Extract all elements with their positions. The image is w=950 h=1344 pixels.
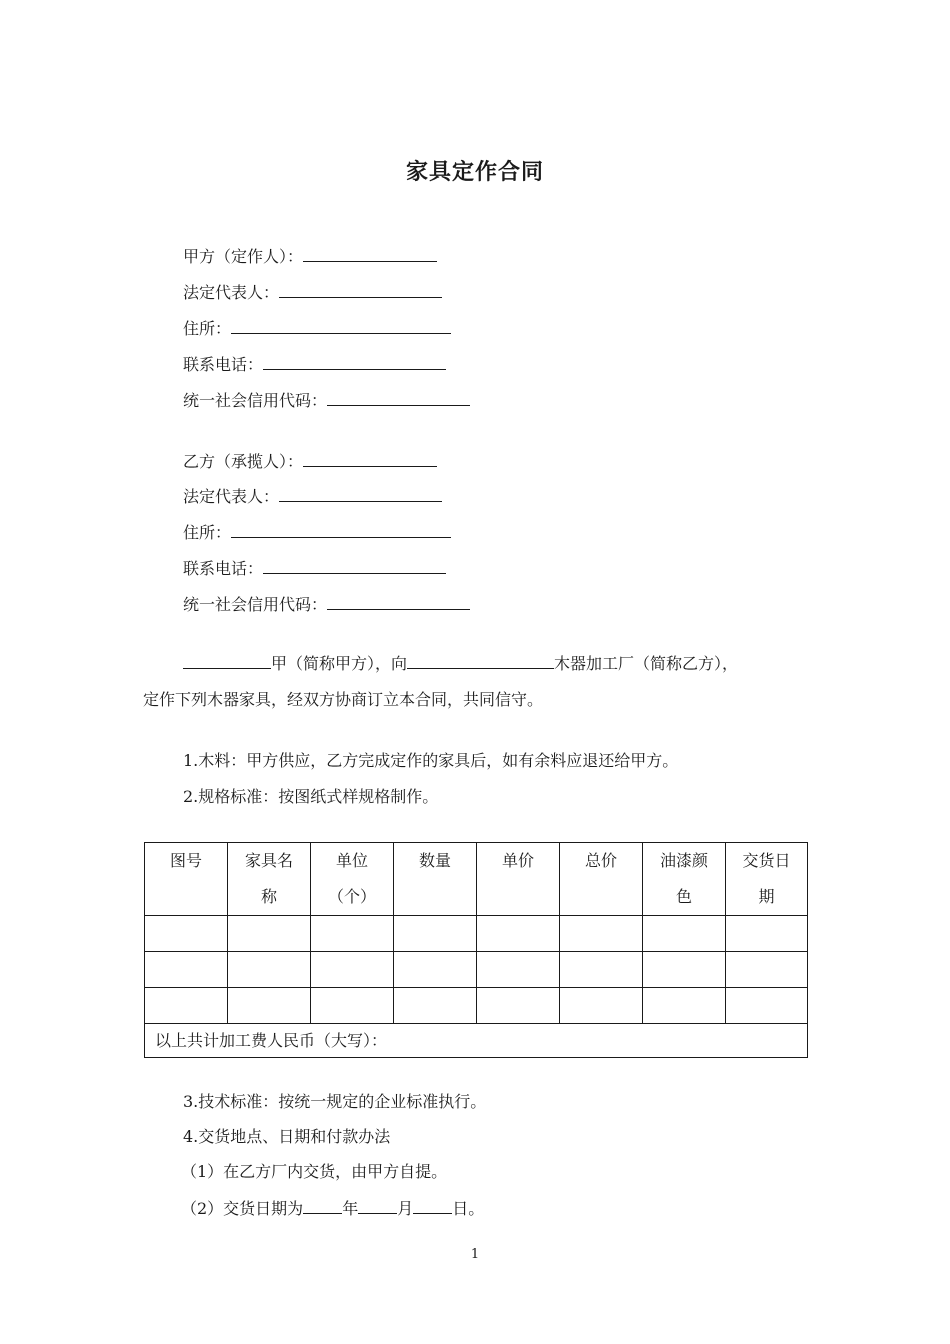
party-b-name-line bbox=[183, 448, 437, 472]
table-row bbox=[145, 988, 808, 1024]
delivery-date-prefix: （2）交货日期为 bbox=[181, 1199, 304, 1218]
table-cell[interactable] bbox=[145, 952, 228, 988]
header-cell-quantity: 数量 bbox=[394, 843, 477, 916]
party-a-credit-line bbox=[183, 387, 470, 411]
table-cell[interactable] bbox=[560, 952, 643, 988]
table-row bbox=[145, 952, 808, 988]
header-cell-delivery-date: 交货日 期 bbox=[726, 843, 808, 916]
party-b-name-label: 乙方（承揽人）： bbox=[183, 452, 304, 471]
clause-4-sub-1: （1）在乙方厂内交货，由甲方自提。 bbox=[181, 1162, 448, 1181]
table-row bbox=[145, 916, 808, 952]
party-b-rep-line bbox=[183, 483, 442, 507]
party-a-name-line bbox=[183, 243, 437, 267]
table-cell[interactable] bbox=[228, 988, 311, 1024]
party-b-rep-label: 法定代表人： bbox=[183, 487, 280, 506]
intro-part-2: 木器加工厂（简称乙方）， bbox=[554, 654, 739, 673]
header-cell-furniture-name: 家具名 称 bbox=[228, 843, 311, 916]
header-cell-drawing-no: 图号 bbox=[145, 843, 228, 916]
party-a-phone-blank[interactable] bbox=[263, 351, 446, 370]
party-a-credit-blank[interactable] bbox=[327, 387, 470, 406]
total-fee-label: 以上共计加工费人民币（大写）： bbox=[155, 1030, 388, 1050]
party-a-address-blank[interactable] bbox=[231, 315, 451, 334]
table-cell[interactable] bbox=[726, 988, 808, 1024]
clause-3: 3.技术标准：按统一规定的企业标准执行。 bbox=[183, 1092, 487, 1111]
party-b-phone-blank[interactable] bbox=[263, 555, 446, 574]
table-cell[interactable] bbox=[477, 916, 560, 952]
table-header-row bbox=[145, 843, 808, 916]
party-b-phone-label: 联系电话： bbox=[183, 559, 264, 578]
party-a-rep-line bbox=[183, 279, 442, 303]
delivery-month-blank[interactable] bbox=[358, 1195, 397, 1214]
table-cell[interactable] bbox=[643, 952, 726, 988]
header-cell-unit: 单位 （个） bbox=[311, 843, 394, 916]
delivery-year-blank[interactable] bbox=[303, 1195, 342, 1214]
party-a-rep-label: 法定代表人： bbox=[183, 283, 280, 302]
table-cell[interactable] bbox=[643, 916, 726, 952]
delivery-month-label: 月 bbox=[397, 1199, 414, 1218]
intro-factory-blank[interactable] bbox=[407, 650, 554, 669]
total-fee-cell[interactable] bbox=[145, 1024, 808, 1058]
party-a-name-blank[interactable] bbox=[303, 243, 437, 262]
party-b-rep-blank[interactable] bbox=[279, 483, 442, 502]
party-a-name-label: 甲方（定作人）： bbox=[183, 247, 304, 266]
clause-4-sub-2 bbox=[181, 1195, 484, 1222]
party-a-credit-label: 统一社会信用代码： bbox=[183, 391, 328, 410]
intro-part-1: 甲（简称甲方），向 bbox=[271, 654, 408, 673]
order-table bbox=[144, 842, 808, 1058]
clause-1: 1.木料：甲方供应，乙方完成定作的家具后，如有余料应退还给甲方。 bbox=[183, 751, 679, 770]
table-cell[interactable] bbox=[560, 916, 643, 952]
party-b-credit-label: 统一社会信用代码： bbox=[183, 595, 328, 614]
party-b-credit-blank[interactable] bbox=[327, 591, 470, 610]
delivery-year-label: 年 bbox=[342, 1199, 359, 1218]
intro-party-a-blank[interactable] bbox=[183, 650, 271, 669]
party-b-phone-line bbox=[183, 555, 446, 579]
party-a-address-line bbox=[183, 315, 451, 339]
table-cell[interactable] bbox=[726, 952, 808, 988]
table-cell[interactable] bbox=[477, 988, 560, 1024]
intro-line-2: 定作下列木器家具，经双方协商订立本合同，共同信守。 bbox=[143, 690, 544, 709]
party-a-rep-blank[interactable] bbox=[279, 279, 442, 298]
party-b-name-blank[interactable] bbox=[303, 448, 437, 467]
table-cell[interactable] bbox=[726, 916, 808, 952]
header-cell-unit-price: 单价 bbox=[477, 843, 560, 916]
table-cell[interactable] bbox=[145, 988, 228, 1024]
header-cell-total-price: 总价 bbox=[560, 843, 643, 916]
delivery-day-blank[interactable] bbox=[413, 1195, 452, 1214]
header-cell-paint-color: 油漆颜 色 bbox=[643, 843, 726, 916]
table-cell[interactable] bbox=[228, 952, 311, 988]
clause-2: 2.规格标准：按图纸式样规格制作。 bbox=[183, 787, 439, 806]
party-b-address-blank[interactable] bbox=[231, 519, 451, 538]
table-cell[interactable] bbox=[394, 952, 477, 988]
party-a-phone-line bbox=[183, 351, 446, 375]
table-total-row bbox=[145, 1024, 808, 1058]
intro-line-1 bbox=[183, 650, 738, 677]
table-cell[interactable] bbox=[643, 988, 726, 1024]
table-cell[interactable] bbox=[311, 988, 394, 1024]
table-cell[interactable] bbox=[394, 988, 477, 1024]
delivery-day-label: 日。 bbox=[452, 1199, 485, 1218]
party-b-address-label: 住所： bbox=[183, 523, 232, 542]
table-cell[interactable] bbox=[311, 916, 394, 952]
table-cell[interactable] bbox=[228, 916, 311, 952]
table-cell[interactable] bbox=[560, 988, 643, 1024]
party-a-phone-label: 联系电话： bbox=[183, 355, 264, 374]
table-cell[interactable] bbox=[311, 952, 394, 988]
party-b-credit-line bbox=[183, 591, 470, 615]
document-title: 家具定作合同 bbox=[405, 159, 544, 185]
table-cell[interactable] bbox=[145, 916, 228, 952]
table-cell[interactable] bbox=[477, 952, 560, 988]
page-number: 1 bbox=[470, 1247, 480, 1262]
party-a-address-label: 住所： bbox=[183, 319, 232, 338]
table-cell[interactable] bbox=[394, 916, 477, 952]
clause-4: 4.交货地点、日期和付款办法 bbox=[183, 1127, 391, 1146]
party-b-address-line bbox=[183, 519, 451, 543]
